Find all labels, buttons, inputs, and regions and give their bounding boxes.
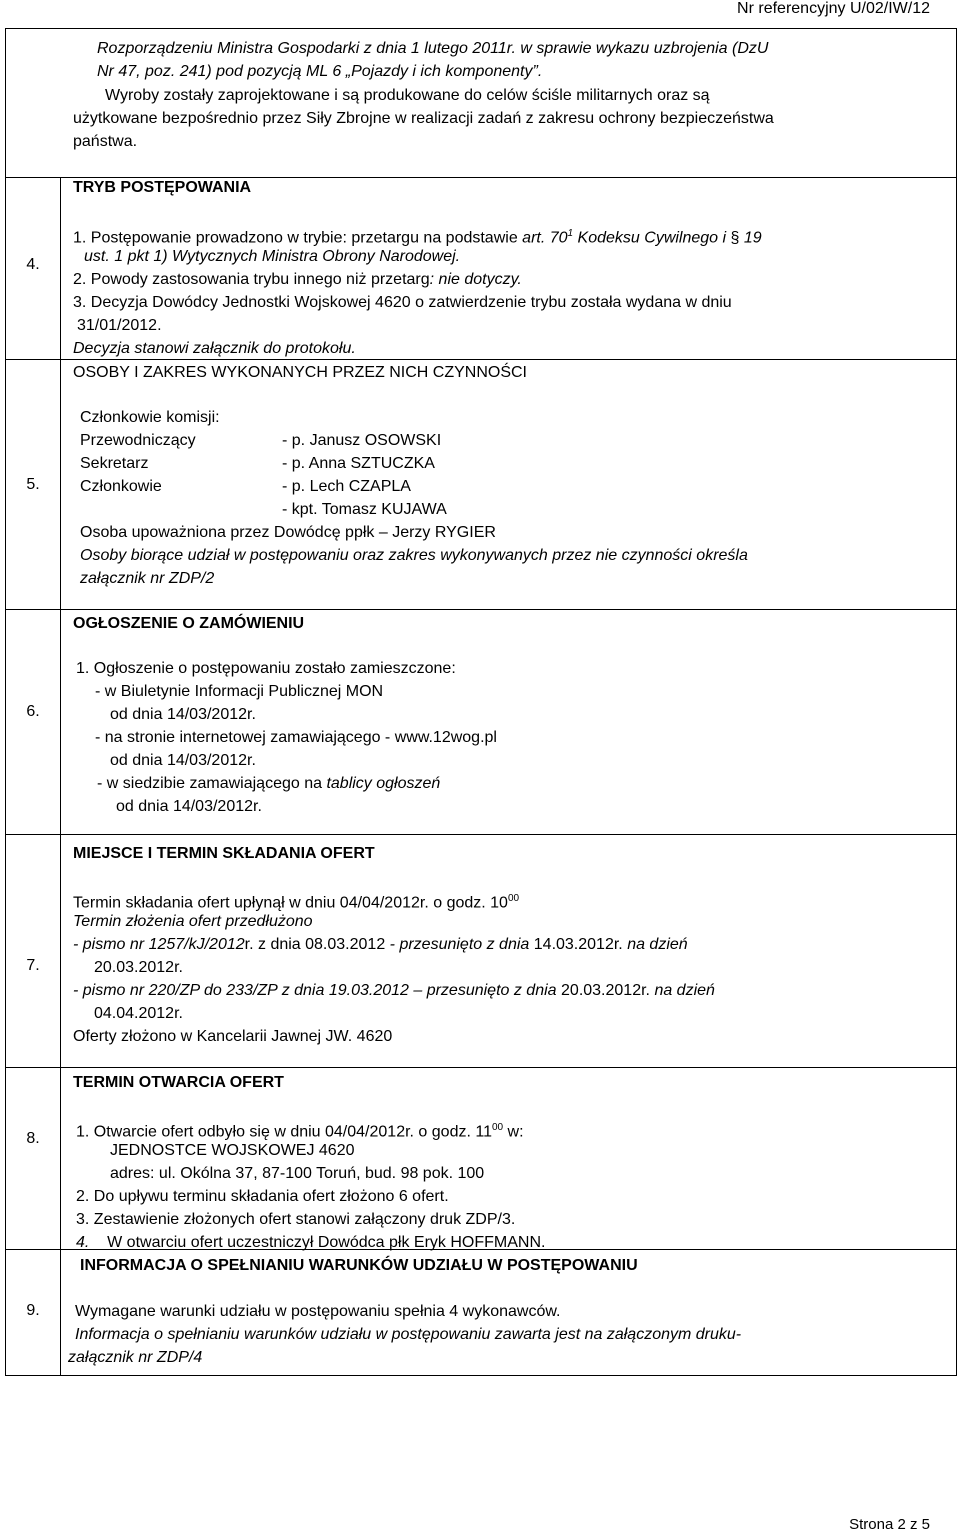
- row-number: 5.: [26, 476, 40, 493]
- s7-text: Termin składania ofert upłynął w dniu 04/04/2012r. o godz. 10: [73, 894, 508, 912]
- section-title: INFORMACJA O SPEŁNIANIU WARUNKÓW UDZIAŁU W POSTĘPOWANIU: [80, 1257, 638, 1274]
- s4-text: Kodeksu Cywilnego i: [577, 229, 727, 247]
- row-number: 9.: [26, 1302, 40, 1319]
- s4-line: 3. Decyzja Dowódcy Jednostki Wojskowej 4620 o zatwierdzenie trybu została wydana w dniu: [73, 294, 732, 311]
- s7-line: Oferty złożono w Kancelarii Jawnej JW. 4620: [73, 1028, 393, 1045]
- s6-line: od dnia 14/03/2012r.: [110, 706, 256, 723]
- s8-text: w:: [507, 1123, 524, 1141]
- role-label: Sekretarz: [80, 455, 149, 472]
- s7-line: 04.04.2012r.: [94, 1005, 183, 1022]
- s7-text: - pismo nr 220/ZP do 233/ZP z dnia 19.03.2012 – przesunięto z dnia: [73, 982, 557, 999]
- reference-number: Nr referencyjny U/02/IW/12: [737, 0, 930, 17]
- s8-line: 3. Zestawienie złożonych ofert stanowi załączony druk ZDP/3.: [76, 1211, 516, 1228]
- intro-line: państwa.: [73, 133, 138, 150]
- s4-text: 19: [743, 229, 762, 247]
- row-divider: [6, 609, 956, 610]
- s4-text: : nie dotyczy.: [429, 271, 522, 288]
- s4-line1: [73, 224, 762, 247]
- section-title: MIEJSCE I TERMIN SKŁADANIA OFERT: [73, 845, 375, 862]
- s7-text: na dzień: [654, 982, 715, 999]
- s6-line: - w Biuletynie Informacji Publicznej MON: [95, 683, 384, 700]
- s4-text: 1. Postępowanie prowadzono w trybie: przetargu na podstawie: [73, 229, 518, 247]
- column-divider: [60, 177, 61, 1375]
- s8-text: W otwarciu ofert uczestniczył Dowódca płk Eryk HOFFMANN.: [107, 1234, 546, 1251]
- s8-text: 4.: [76, 1234, 90, 1251]
- intro-line: Wyroby zostały zaprojektowane i są produkowane do celów ściśle militarnych oraz są: [105, 87, 710, 104]
- s7-line: Termin złożenia ofert przedłużono: [73, 913, 313, 930]
- s8-line: adres: ul. Okólna 37, 87-100 Toruń, bud. 98 pok. 100: [110, 1165, 485, 1182]
- intro-line: użytkowane bezpośrednio przez Siły Zbrojne w realizacji zadań z zakresu ochrony bezpieczeństwa: [73, 110, 774, 127]
- superscript: 00: [507, 893, 520, 904]
- s7-line: 20.03.2012r.: [94, 959, 183, 976]
- paragraph-sign: §: [730, 229, 740, 247]
- s7-text: - pismo nr 1257/kJ/2012: [73, 936, 245, 953]
- persons-note: Osoby biorące udział w postępowaniu oraz zakres wykonywanych przez nie czynności określa: [80, 547, 748, 564]
- s7-text: r. z dnia 08.03.2012: [244, 936, 386, 953]
- intro-line: Nr 47, poz. 241) pod pozycją ML 6 „Pojazdy i ich komponenty”.: [97, 63, 543, 80]
- role-label: Przewodniczący: [80, 432, 196, 449]
- row-divider: [6, 1067, 956, 1068]
- row-number: 4.: [26, 256, 40, 273]
- s8-line: [76, 1233, 545, 1252]
- section-title: OSOBY I ZAKRES WYKONANYCH PRZEZ NICH CZYNNOŚCI: [73, 364, 527, 381]
- s4-text: 2. Powody zastosowania trybu innego niż przetarg: [73, 271, 430, 288]
- row-divider: [6, 359, 956, 360]
- s4-line: Decyzja stanowi załącznik do protokołu.: [73, 340, 356, 357]
- row-number: 6.: [26, 703, 40, 720]
- s7-line: [73, 935, 688, 954]
- s6-line: [97, 774, 440, 793]
- s9-line: Informacja o spełnianiu warunków udziału w postępowaniu zawarta jest na załączonym druku-: [75, 1326, 742, 1343]
- s6-text: tablicy ogłoszeń: [326, 775, 441, 792]
- person-name: - p. Anna SZTUCZKA: [282, 455, 435, 472]
- section-title: TERMIN OTWARCIA OFERT: [73, 1074, 284, 1091]
- s7-line: [73, 889, 519, 912]
- s7-line: [73, 981, 715, 1000]
- s6-line: - na stronie internetowej zamawiającego - www.12wog.pl: [95, 729, 497, 746]
- superscript: 1: [567, 228, 574, 239]
- intro-line: Rozporządzeniu Ministra Gospodarki z dnia 1 lutego 2011r. w sprawie wykazu uzbrojenia (DzU: [97, 40, 769, 57]
- section-title: TRYB POSTĘPOWANIA: [73, 179, 252, 196]
- members-label: Członkowie komisji:: [80, 409, 220, 426]
- s6-line: od dnia 14/03/2012r.: [110, 752, 256, 769]
- s8-line: JEDNOSTCE WOJSKOWEJ 4620: [110, 1142, 355, 1159]
- person-name: - p. Lech CZAPLA: [282, 478, 411, 495]
- s6-text: - w siedzibie zamawiającego na: [97, 775, 322, 792]
- s7-text: na dzień: [627, 936, 688, 953]
- persons-note: załącznik nr ZDP/2: [80, 570, 215, 587]
- s7-text: 20.03.2012r.: [561, 982, 650, 999]
- s8-text: 1. Otwarcie ofert odbyło się w dniu 04/04/2012r. o godz. 11: [76, 1123, 492, 1141]
- section-title: OGŁOSZENIE O ZAMÓWIENIU: [73, 615, 305, 632]
- s4-line: 31/01/2012.: [77, 317, 162, 334]
- person-name: - kpt. Tomasz KUJAWA: [282, 501, 447, 518]
- s7-text: 14.03.2012r.: [533, 936, 623, 953]
- page-number: Strona 2 z 5: [849, 1516, 930, 1533]
- row-number: 7.: [26, 957, 40, 974]
- s4-line: ust. 1 pkt 1) Wytycznych Ministra Obrony Narodowej.: [84, 248, 461, 265]
- s4-text: art. 70: [522, 229, 568, 247]
- s9-line: Wymagane warunki udziału w postępowaniu spełnia 4 wykonawców.: [75, 1303, 561, 1320]
- s7-text: - przesunięto z dnia: [389, 936, 530, 953]
- s6-line: 1. Ogłoszenie o postępowaniu zostało zamieszczone:: [76, 660, 456, 677]
- s8-line: 2. Do upływu terminu składania ofert złożono 6 ofert.: [76, 1188, 449, 1205]
- role-label: Członkowie: [80, 478, 162, 495]
- row-divider: [6, 834, 956, 835]
- s4-line: [73, 270, 522, 289]
- person-name: - p. Janusz OSOWSKI: [282, 432, 442, 449]
- s8-line: [76, 1118, 524, 1141]
- s6-line: od dnia 14/03/2012r.: [116, 798, 262, 815]
- authorized-person: Osoba upoważniona przez Dowódcę ppłk – Jerzy RYGIER: [80, 524, 496, 541]
- row-number: 8.: [26, 1130, 40, 1147]
- superscript: 00: [491, 1122, 504, 1133]
- s9-line: załącznik nr ZDP/4: [68, 1349, 203, 1366]
